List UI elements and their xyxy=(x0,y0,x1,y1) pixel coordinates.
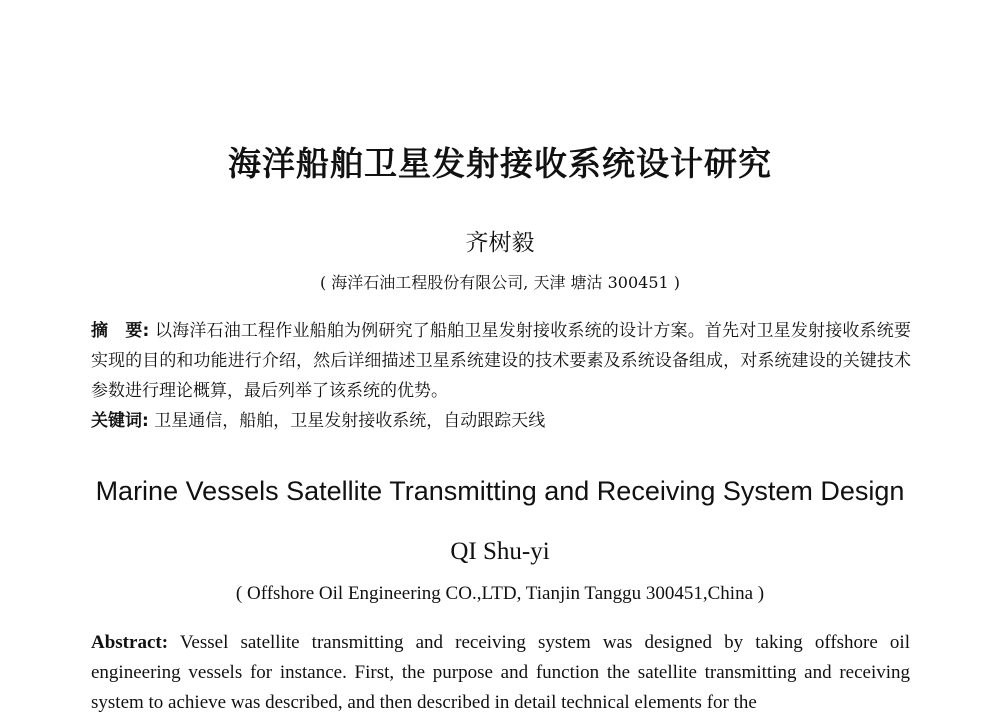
affiliation-cn: ( 海洋石油工程股份有限公司, 天津 塘沽 300451 ) xyxy=(319,273,681,292)
author-name-en: QI Shu-yi xyxy=(450,538,550,565)
abstract-cn-text: 以海洋石油工程作业船舶为例研究了船舶卫星发射接收系统的设计方案。首先对卫星发射接收系统要实现的目的和功能进行介绍，然后详细描述卫星系统建设的技术要素及系统设备组成，对系统建设的关键技术参数进行理论概算，最后列举了该系统的优势。 xyxy=(91,321,911,401)
paper-title-cn: 海洋船舶卫星发射接收系统设计研究 xyxy=(228,144,772,183)
keywords-cn-text: 卫星通信，船舶，卫星发射接收系统，自动跟踪天线 xyxy=(154,411,546,431)
abstract-cn-label: 摘 要: xyxy=(91,321,150,341)
abstract-en-label: Abstract: xyxy=(91,632,169,653)
keywords-cn-label: 关键词: xyxy=(91,411,149,431)
abstract-en-text: Vessel satellite transmitting and receiving system was designed by taking offshore oil engineering vessels for instance. First, the purpose and function the satellite transmitting and receiving system to achieve was described, and then described in detail technical elements for the xyxy=(91,632,910,713)
affiliation-en: ( Offshore Oil Engineering CO.,LTD, Tianjin Tanggu 300451,China ) xyxy=(235,583,765,604)
author-name-cn: 齐树毅 xyxy=(465,230,535,256)
abstract-cn xyxy=(91,316,911,406)
keywords-cn xyxy=(91,406,911,436)
paper-title-en: Marine Vessels Satellite Transmitting and Receiving System Design xyxy=(95,476,905,506)
abstract-en xyxy=(91,628,910,718)
